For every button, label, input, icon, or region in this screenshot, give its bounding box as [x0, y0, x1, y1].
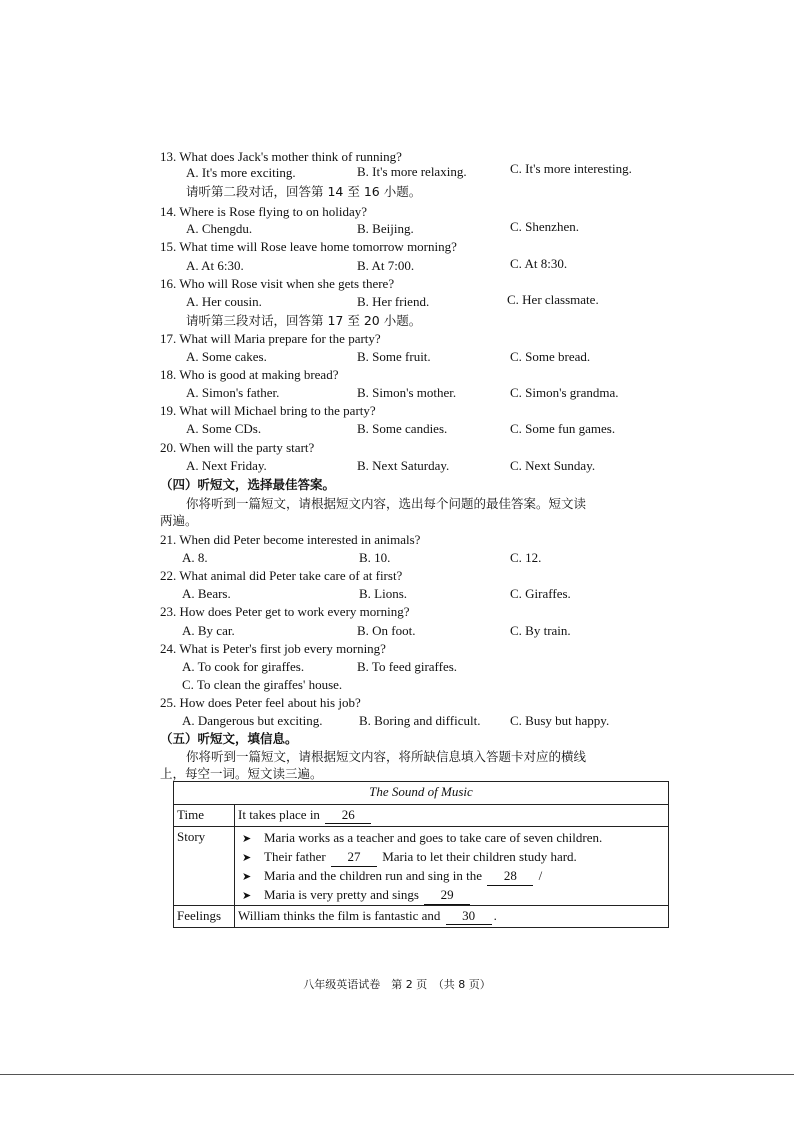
option-23a: A. By car. [182, 623, 235, 638]
option-20c: C. Next Sunday. [510, 458, 596, 473]
section-4-instruction: 你将听到一篇短文，请根据短文内容，选出每个问题的最佳答案。短文读 [186, 496, 587, 511]
story-line-1: ➤ Maria works as a teacher and goes to take care of seven children. [238, 828, 665, 847]
option-19a: A. Some CDs. [186, 421, 262, 436]
question-15: 15. What time will Rose leave home tomorrow morning? [160, 239, 457, 254]
section-5-instruction: 你将听到一篇短文，请根据短文内容，将所缺信息填入答题卡对应的横线 [186, 749, 587, 764]
option-15b: B. At 7:00. [357, 258, 415, 273]
feelings-cell: William thinks the film is fantastic and 30 . [235, 906, 669, 928]
table-title: The Sound of Music [174, 782, 669, 805]
option-17c: C. Some bread. [510, 349, 591, 364]
option-23c: C. By train. [510, 623, 571, 638]
question-24: 24. What is Peter's first job every morning? [160, 641, 386, 656]
story-cell [235, 827, 669, 906]
option-13b: B. It's more relaxing. [357, 164, 467, 179]
time-text: It takes place in [238, 807, 320, 822]
option-21b: B. 10. [359, 550, 391, 565]
option-20b: B. Next Saturday. [357, 458, 450, 473]
option-14a: A. Chengdu. [186, 221, 253, 236]
question-25: 25. How does Peter feel about his job? [160, 695, 361, 710]
option-21a: A. 8. [182, 550, 208, 565]
option-24c: C. To clean the giraffes' house. [182, 677, 343, 692]
option-25b: B. Boring and difficult. [359, 713, 481, 728]
question-17: 17. What will Maria prepare for the party? [160, 331, 381, 346]
option-25a: A. Dangerous but exciting. [182, 713, 323, 728]
arrow-bullet-icon: ➤ [242, 870, 252, 883]
question-19: 19. What will Michael bring to the party? [160, 403, 376, 418]
option-17a: A. Some cakes. [186, 349, 267, 364]
instruction-dialog-3: 请听第三段对话，回答第 17 至 20 小题。 [186, 313, 422, 328]
option-16c: C. Her classmate. [507, 292, 599, 307]
page-divider [0, 1074, 794, 1075]
arrow-bullet-icon: ➤ [242, 889, 252, 902]
instruction-dialog-2: 请听第二段对话，回答第 14 至 16 小题。 [186, 184, 422, 199]
option-19b: B. Some candies. [357, 421, 448, 436]
option-24b: B. To feed giraffes. [357, 659, 458, 674]
option-20a: A. Next Friday. [186, 458, 267, 473]
option-15a: A. At 6:30. [186, 258, 244, 273]
time-cell [235, 805, 669, 827]
option-17b: B. Some fruit. [357, 349, 431, 364]
option-22b: B. Lions. [359, 586, 408, 601]
option-23b: B. On foot. [357, 623, 416, 638]
blank-29[interactable]: 29 [424, 885, 470, 905]
section-4-heading: （四）听短文，选择最佳答案。 [160, 477, 336, 492]
fill-in-table [173, 781, 669, 928]
section-4-instruction-cont: 两遍。 [160, 513, 198, 528]
blank-26[interactable]: 26 [325, 807, 371, 824]
option-18b: B. Simon's mother. [357, 385, 457, 400]
blank-28[interactable]: 28 [487, 866, 533, 886]
question-23: 23. How does Peter get to work every morning? [160, 604, 410, 619]
option-15c: C. At 8:30. [510, 256, 568, 271]
question-16: 16. Who will Rose visit when she gets there? [160, 276, 395, 291]
option-13a: A. It's more exciting. [186, 165, 296, 180]
option-14c: C. Shenzhen. [510, 219, 579, 234]
option-22c: C. Giraffes. [510, 586, 571, 601]
story-line-2: ➤ Their father 27 Maria to let their children study hard. [238, 847, 665, 866]
option-24a: A. To cook for giraffes. [182, 659, 305, 674]
option-13c: C. It's more interesting. [510, 161, 632, 176]
option-18c: C. Simon's grandma. [510, 385, 619, 400]
time-label: Time [174, 805, 235, 827]
arrow-bullet-icon: ➤ [242, 851, 252, 864]
option-19c: C. Some fun games. [510, 421, 616, 436]
question-13: 13. What does Jack's mother think of running? [160, 149, 402, 164]
section-5-instruction-cont: 上，每空一词。短文读三遍。 [160, 766, 323, 781]
option-14b: B. Beijing. [357, 221, 414, 236]
arrow-bullet-icon: ➤ [242, 832, 252, 845]
option-25c: C. Busy but happy. [510, 713, 610, 728]
page-footer: 八年级英语试卷 第 2 页 （共 8 页） [303, 978, 491, 991]
story-line-3: ➤ Maria and the children run and sing in the 28 / [238, 866, 665, 885]
question-21: 21. When did Peter become interested in animals? [160, 532, 421, 547]
option-21c: C. 12. [510, 550, 542, 565]
option-18a: A. Simon's father. [186, 385, 280, 400]
question-22: 22. What animal did Peter take care of at first? [160, 568, 403, 583]
section-5-heading: （五）听短文，填信息。 [160, 731, 298, 746]
option-16a: A. Her cousin. [186, 294, 262, 309]
feelings-text: William thinks the film is fantastic and [238, 908, 441, 923]
option-16b: B. Her friend. [357, 294, 430, 309]
story-label: Story [174, 827, 235, 906]
question-18: 18. Who is good at making bread? [160, 367, 339, 382]
question-14: 14. Where is Rose flying to on holiday? [160, 204, 368, 219]
blank-30[interactable]: 30 [446, 908, 492, 925]
blank-27[interactable]: 27 [331, 847, 377, 867]
option-22a: A. Bears. [182, 586, 231, 601]
story-line-4: ➤ Maria is very pretty and sings 29 [238, 885, 665, 904]
question-20: 20. When will the party start? [160, 440, 315, 455]
feelings-label: Feelings [174, 906, 235, 928]
